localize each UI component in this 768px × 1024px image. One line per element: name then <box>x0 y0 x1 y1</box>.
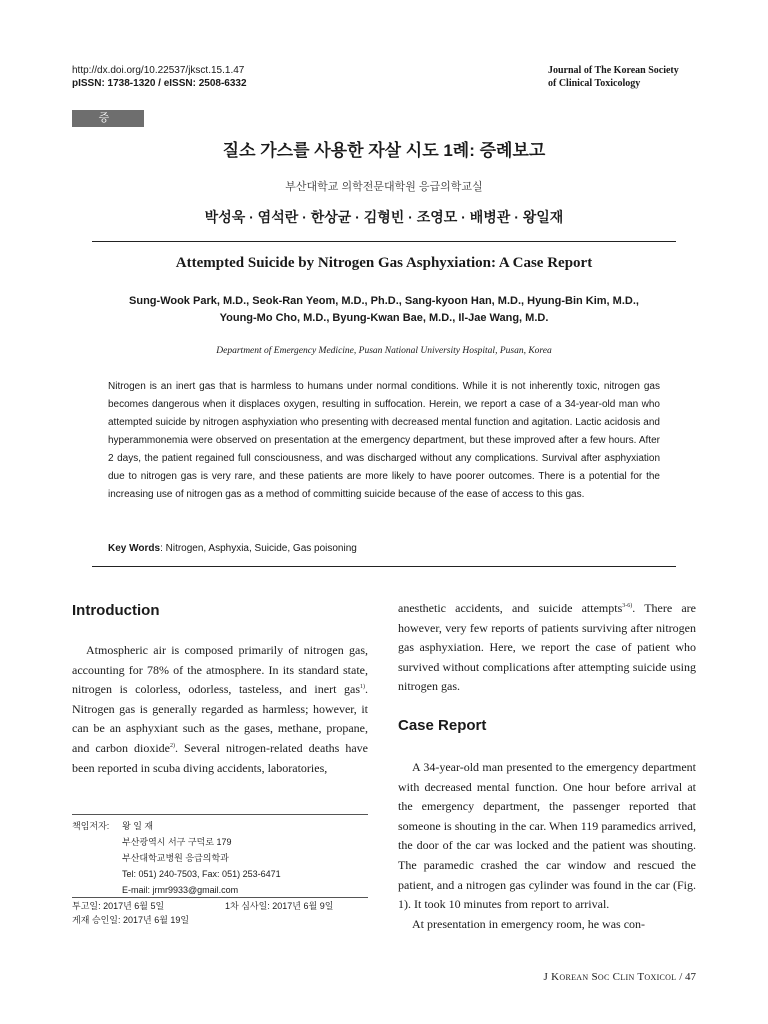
correspondence-name: 왕 일 재 <box>122 821 154 831</box>
keywords-label: Key Words <box>108 543 161 554</box>
citation-1: 1) <box>360 684 365 691</box>
english-authors-line2: Young-Mo Cho, M.D., Byung-Kwan Bae, M.D., Il-Jae Wang, M.D. <box>219 312 549 324</box>
article-type-badge: 증 례 <box>72 110 144 127</box>
correspondence-divider <box>72 814 368 815</box>
intro-text-a: Atmospheric air is composed primarily of nitrogen gas, accounting for 78% of the atmosphere. In its standard state, nitrogen is colorless, odorless, tasteless, and inert gas <box>72 643 368 697</box>
submitted-date: 투고일: 2017년 6월 5일 <box>72 901 165 911</box>
citation-3-6: 3-6) <box>622 603 633 609</box>
dates-divider <box>72 897 368 898</box>
introduction-paragraph <box>72 641 368 778</box>
keywords-text: : Nitrogen, Asphyxia, Suicide, Gas poisoning <box>160 543 357 554</box>
correspondence-block <box>72 818 372 898</box>
doi-link[interactable]: http://dx.doi.org/10.22537/jksct.15.1.47 <box>72 65 245 76</box>
journal-name-line2: of Clinical Toxicology <box>548 78 641 89</box>
abstract: Nitrogen is an inert gas that is harmless to humans under normal conditions. While it is not inherently toxic, nitrogen gas becomes dangerous when it displaces oxygen, resulting in suffocation. Herein, we report a case of a 34-year-old man who attempted suicide by nitrogen asphyxiation who presenting with decreased mental function and agitation. Lactic acidosis and hyperammonemia were observed on presentation at the emergency department, but these improved after a few hours. After 2 days, the patient regained full consciousness, and was discharged without any complications. Survival after asphyxiation due to nitrogen gas is very rare, and these patients are more likely to have poorer outcomes. There is a potential for the increasing use of nitrogen gas as a method of committing suicide because of the ease of access to this gas. <box>108 381 660 500</box>
citation-2: 2) <box>170 742 176 749</box>
case-report-body <box>398 758 696 934</box>
correspondence-address1: 부산광역시 서구 구덕로 179 <box>122 837 232 847</box>
english-authors <box>90 293 678 327</box>
case-report-heading: Case Report <box>398 717 487 734</box>
correspondence-phone: Tel: 051) 240-7503, Fax: 051) 253-6471 <box>122 869 281 879</box>
english-title: Attempted Suicide by Nitrogen Gas Asphyxiation: A Case Report <box>175 255 593 271</box>
korean-authors: 박성욱 · 염석란 · 한상균 · 김형빈 · 조영모 · 배병관 · 왕일재 <box>204 209 564 225</box>
journal-name-line1: Journal of The Korean Society <box>548 65 679 76</box>
korean-title: 질소 가스를 사용한 자살 시도 1례: 증례보고 <box>222 141 546 160</box>
doi-block <box>72 64 247 90</box>
english-department: Department of Emergency Medicine, Pusan National University Hospital, Pusan, Korea <box>216 346 552 356</box>
correspondence-address2: 부산대학교병원 응급의학과 <box>122 853 229 863</box>
correspondence-email[interactable]: E-mail: jrmr9933@gmail.com <box>122 885 239 895</box>
keywords <box>108 543 660 554</box>
case-report-paragraph-1: A 34-year-old man presented to the emergency department with decreased mental function. One hour before arrival at the emergency department, the passenger reported that someone is shouting in the car. When 119 paramedics arrived, the door of the car was locked and the patient was shouting. The paramedic crashed the car window and rescued the patient, and a nitrogen gas cylinder was found in the car (Fig. 1). It took 10 minutes from report to arrival. <box>398 760 696 912</box>
case-report-paragraph-2: At presentation in emergency room, he was con- <box>412 916 646 931</box>
review-date: 1차 심사일: 2017년 6월 9일 <box>225 901 334 911</box>
english-authors-line1: Sung-Wook Park, M.D., Seok-Ran Yeom, M.D., Ph.D., Sang-kyoon Han, M.D., Hyung-Bin Kim, M.D., <box>129 295 639 307</box>
divider-top <box>92 241 676 242</box>
issn: pISSN: 1738-1320 / eISSN: 2508-6332 <box>72 78 247 89</box>
intro-cont-b: . There are however, very few reports of patients surviving after nitrogen gas asphyxiation. Here, we report the case of patient who survived without complications after attempting suicide using nitrogen gas. <box>398 601 696 694</box>
journal-name <box>548 64 679 90</box>
intro-text-c: . Several nitrogen-related deaths have been reported in scuba diving accidents, laboratories, <box>72 740 369 775</box>
page-number: / 47 <box>679 971 696 983</box>
divider-abstract <box>92 566 676 567</box>
dates-block <box>72 899 372 927</box>
correspondence-label: 책임저자: <box>72 821 110 831</box>
korean-affiliation: 부산대학교 의학전문대학원 응급의학교실 <box>285 181 483 193</box>
footer-journal: J Korean Soc Clin Toxicol <box>543 971 677 983</box>
page-footer <box>520 971 696 983</box>
intro-text-b: . Nitrogen gas is generally regarded as harmless; however, it can be an asphyxiant such as the gases, methane, propane, and carbon dioxide <box>72 682 368 755</box>
accepted-date: 게재 승인일: 2017년 6월 19일 <box>72 915 190 925</box>
intro-cont-a: anesthetic accidents, and suicide attempts <box>398 601 623 615</box>
introduction-continued <box>398 599 696 697</box>
introduction-heading: Introduction <box>72 602 160 619</box>
